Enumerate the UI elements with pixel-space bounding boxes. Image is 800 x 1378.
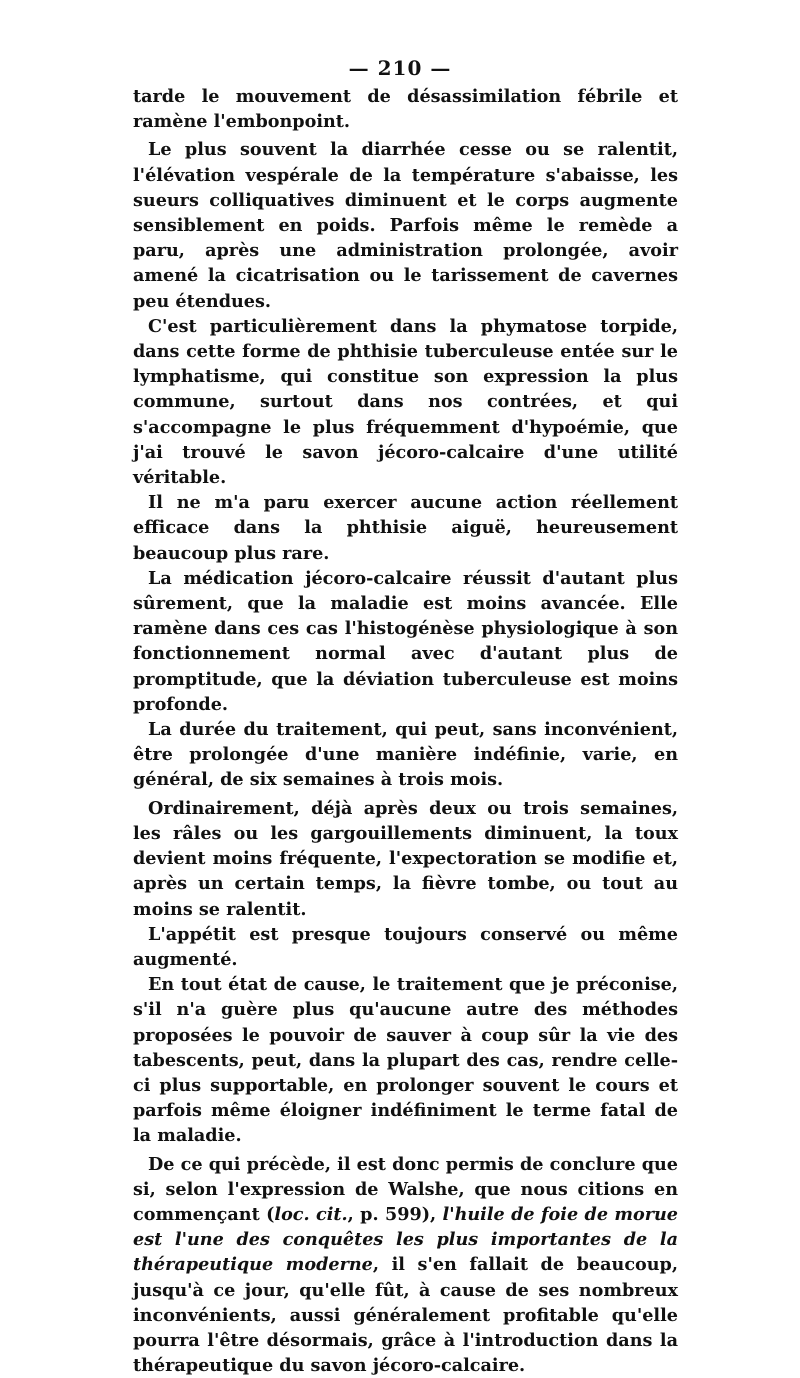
page-number: — 210 — — [348, 56, 452, 80]
paragraph-2: Le plus souvent la diarrhée cesse ou se ralentit, l'élévation vespérale de la température s'abaisse, les sueurs colliquatives diminuent et le corps augmente sensiblement en poids. Parfois même le remède a paru, après une administration prolongée, avoir amené la cicatrisation ou le tarissement de cavernes peu étendues. — [133, 139, 678, 312]
paragraph-3: C'est particulièrement dans la phymatose torpide, dans cette forme de phthisie tuberculeuse entée sur le lymphatisme, qui constitue son expression la plus commune, surtout dans nos contrées, et qui s'accompagne le plus fréquemment d'hypoémie, que j'ai trouvé le savon jécoro-calcaire d'une utilité véritable. — [133, 315, 678, 489]
walshe-quotation: l'huile de foie de morue est l'une des conquêtes les plus importantes de la thérapeutique moderne — [133, 1203, 678, 1276]
paragraph-10 — [133, 1152, 678, 1378]
paragraph-6: La durée du traitement, qui peut, sans inconvénient, être prolongée d'une manière indéfinie, varie, en général, de six semaines à trois mois. — [133, 719, 678, 791]
citation-reference: loc. cit. — [274, 1203, 348, 1225]
paragraph-9: En tout état de cause, le traitement que je préconise, s'il n'a guère plus qu'aucune autre des méthodes proposées le pouvoir de sauver à coup sûr la vie des tabescents, peut, dans la plupart des cas, rendre celle-ci plus supportable, en prolonger souvent le cours et parfois même éloigner indéfiniment le terme fatal de la maladie. — [133, 974, 678, 1147]
page-body — [133, 84, 678, 1378]
paragraph-10-text-a: De ce qui précède, il est donc permis de conclure que si, selon l'expression de Walshe, que nous citions en commençant ( — [133, 1153, 678, 1225]
paragraph-7: Ordinairement, déjà après deux ou trois semaines, les râles ou les gargouillements diminuent, la toux devient moins fréquente, l'expectoration se modifie et, après un certain temps, la fièvre tombe, ou tout au moins se ralentit. — [133, 797, 678, 920]
paragraph-1: tarde le mouvement de désassimilation fébrile et ramène l'embonpoint. — [133, 86, 678, 133]
paragraph-10-text-b: , p. 599), — [347, 1203, 443, 1225]
paragraph-10-text-c: , il s'en fallait de beaucoup, jusqu'à ce jour, qu'elle fût, à cause de ses nombreux inconvénients, aussi généralement profitable qu'elle pourra l'être désormais, grâce à l'introduction dans la thérapeutique du savon jécoro-calcaire. — [133, 1254, 678, 1377]
paragraph-5: La médication jécoro-calcaire réussit d'autant plus sûrement, que la maladie est moins avancée. Elle ramène dans ces cas l'histogénèse physiologique à son fonctionnement normal avec d'autant plus de promptitude, que la déviation tuberculeuse est moins profonde. — [133, 567, 678, 715]
paragraph-8: L'appétit est presque toujours conservé ou même augmenté. — [133, 923, 678, 970]
paragraph-4: Il ne m'a paru exercer aucune action réellement efficace dans la phthisie aiguë, heureusement beaucoup plus rare. — [133, 492, 678, 564]
